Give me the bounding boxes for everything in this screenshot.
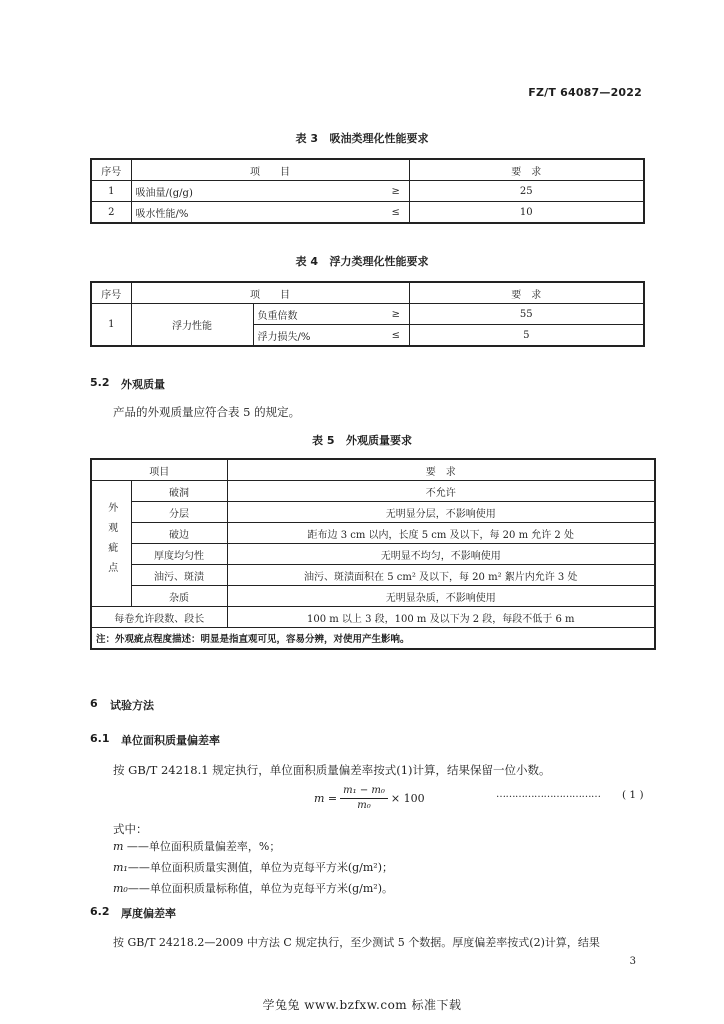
table5-row5-item: 油污、斑渍	[131, 565, 227, 586]
table4-row1-item: 负重倍数	[253, 304, 383, 325]
table4	[90, 281, 645, 347]
list-item	[113, 836, 393, 857]
table4-row1-cmp: ≥	[383, 304, 409, 325]
table3	[90, 158, 645, 224]
table3-header-seq: 序号	[91, 159, 131, 181]
var-m1-desc: ——单位面积质量实测值，单位为克每平方米(g/m²)；	[127, 861, 394, 874]
watermark: 学兔兔 www.bzfxw.com 标准下载	[262, 998, 462, 1012]
table-row	[91, 181, 644, 202]
section-6-title: 试验方法	[110, 699, 154, 712]
table4-group-label: 浮力性能	[131, 304, 253, 347]
table3-row2-item: 吸水性能/%	[131, 202, 383, 224]
var-m1-sym: m₁	[113, 861, 128, 874]
list-item	[113, 857, 393, 878]
table3-row1-seq: 1	[91, 181, 131, 202]
table5-group-label-cell	[91, 481, 131, 607]
list-item	[113, 878, 393, 899]
formula-1	[314, 781, 425, 815]
table3-header-req: 要 求	[409, 159, 644, 181]
table-row	[91, 523, 655, 544]
section-6-1-number: 6.1	[90, 732, 110, 745]
table4-header-req: 要 求	[409, 282, 644, 304]
table3-header-item: 项 目	[131, 159, 409, 181]
section-6-2-title: 厚度偏差率	[121, 907, 176, 920]
table5-header-item: 项目	[91, 459, 227, 481]
formula-lhs: m =	[314, 791, 338, 805]
table5-row1-item: 破洞	[131, 481, 227, 502]
table3-row2-value: 10	[409, 202, 644, 224]
table-row	[91, 565, 655, 586]
var-list	[113, 836, 393, 899]
var-m0-sym: m₀	[113, 882, 128, 895]
where-label: 式中：	[113, 822, 148, 836]
section-6-1-text: 按 GB/T 24218.1 规定执行，单位面积质量偏差率按式(1)计算，结果保留一位小数。	[113, 763, 551, 777]
table5-segments-req: 100 m 以上 3 段，100 m 及以下为 2 段，每段不低于 6 m	[227, 607, 655, 628]
table5-row2-item: 分层	[131, 502, 227, 523]
table5-group-label: 外观疵点	[105, 502, 117, 582]
page-number: 3	[629, 956, 636, 967]
table4-caption: 表 4 浮力类理化性能要求	[295, 255, 429, 268]
table5-row5-req: 油污、斑渍面积在 5 cm² 及以下，每 20 m² 絮片内允许 3 处	[227, 565, 655, 586]
table-row	[91, 607, 655, 628]
table5	[90, 458, 656, 650]
table5-row1-req: 不允许	[227, 481, 655, 502]
table5-row4-item: 厚度均匀性	[131, 544, 227, 565]
section-6-2-number: 6.2	[90, 905, 110, 918]
table4-header-seq: 序号	[91, 282, 131, 304]
table5-row2-req: 无明显分层，不影响使用	[227, 502, 655, 523]
table4-group-seq: 1	[91, 304, 131, 347]
table4-row2-item: 浮力损失/%	[253, 325, 383, 347]
var-m-desc: ——单位面积质量偏差率，%；	[123, 840, 281, 853]
table3-row1-cmp: ≥	[383, 181, 409, 202]
standard-code: FZ/T 64087—2022	[528, 86, 642, 99]
var-m-sym: m	[113, 840, 124, 853]
table5-row3-item: 破边	[131, 523, 227, 544]
table3-row2-seq: 2	[91, 202, 131, 224]
section-6-2-text: 按 GB/T 24218.2—2009 中方法 C 规定执行，至少测试 5 个数据。厚度偏差率按式(2)计算，结果	[113, 936, 600, 949]
table-row	[91, 544, 655, 565]
table5-segments-label: 每卷允许段数、段长	[91, 607, 227, 628]
table-row	[91, 304, 644, 325]
table-row	[91, 481, 655, 502]
table-row	[91, 502, 655, 523]
table3-row1-value: 25	[409, 181, 644, 202]
formula-numerator: m₁ − m₀	[340, 784, 388, 799]
table4-header-item: 项 目	[131, 282, 409, 304]
section-6-1-title: 单位面积质量偏差率	[121, 734, 220, 747]
section-5-2-number: 5.2	[90, 376, 110, 389]
formula-rhs: × 100	[390, 791, 425, 805]
table-row	[91, 202, 644, 224]
table5-row6-item: 杂质	[131, 586, 227, 607]
table4-row2-value: 5	[409, 325, 644, 347]
table5-row6-req: 无明显杂质，不影响使用	[227, 586, 655, 607]
table5-caption: 表 5 外观质量要求	[312, 434, 412, 447]
formula-denominator: m₀	[357, 799, 371, 811]
formula-fraction	[340, 784, 388, 813]
table-row	[91, 586, 655, 607]
table5-row3-req: 距布边 3 cm 以内，长度 5 cm 及以下，每 20 m 允许 2 处	[227, 523, 655, 544]
table3-caption: 表 3 吸油类理化性能要求	[295, 132, 429, 145]
section-6-number: 6	[90, 697, 98, 710]
var-m0-desc: ——单位面积质量标称值，单位为克每平方米(g/m²)。	[127, 882, 394, 895]
table3-row1-item: 吸油量/(g/g)	[131, 181, 383, 202]
formula-eq-no: ( 1 )	[622, 789, 644, 801]
table4-row2-cmp: ≤	[383, 325, 409, 347]
table5-header-req: 要 求	[227, 459, 655, 481]
table5-note: 注：外观疵点程度描述：明显是指直观可见，容易分辨，对使用产生影响。	[91, 628, 655, 650]
table5-row4-req: 无明显不均匀，不影响使用	[227, 544, 655, 565]
section-5-2-text: 产品的外观质量应符合表 5 的规定。	[113, 405, 301, 419]
section-5-2-title: 外观质量	[121, 378, 165, 391]
table3-row2-cmp: ≤	[383, 202, 409, 224]
table4-row1-value: 55	[409, 304, 644, 325]
formula-dots: ……………………………	[496, 789, 601, 800]
